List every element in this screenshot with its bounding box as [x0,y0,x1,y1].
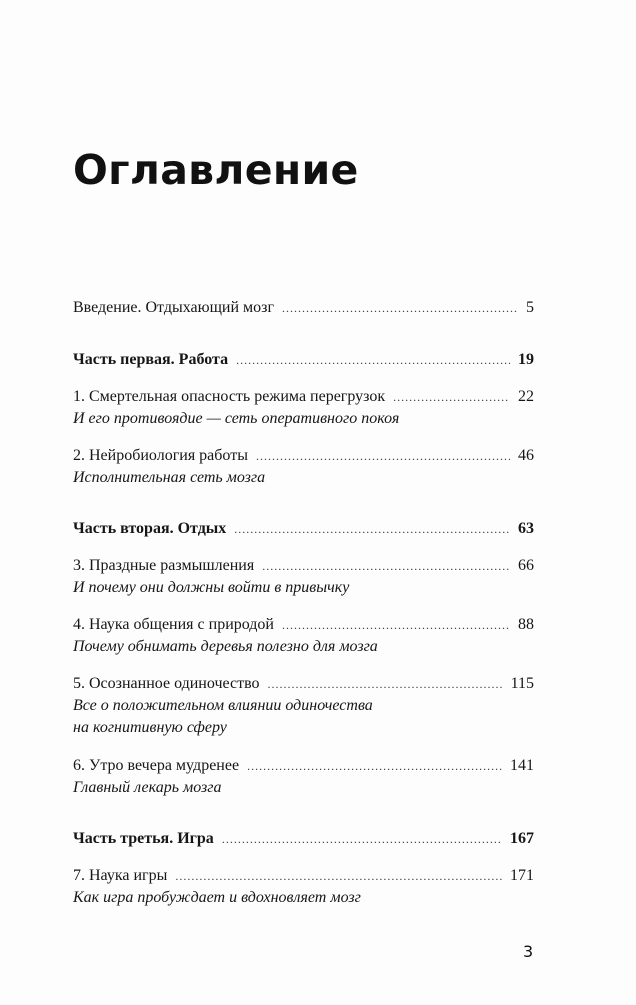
dot-leader [262,555,510,577]
dot-leader [282,614,510,636]
toc-subtitle: Как игра пробуждает и вдохновляет мозг [73,889,361,906]
toc-part-one[interactable] [73,349,534,371]
toc-subtitle-continued: на когнитивную сферу [73,719,227,736]
toc-entry-label: 3. Праздные размышления [73,557,255,574]
toc-part-label: Часть третья. Игра [73,830,214,847]
toc-subtitle: Главный лекарь мозга [73,779,222,796]
dot-leader [236,349,510,371]
dot-leader [247,755,502,777]
toc-entry-label: 2. Нейробиология работы [73,447,248,464]
toc-page-number: 141 [510,757,534,774]
toc-subtitle: Исполнительная сеть мозга [73,469,266,486]
dot-leader [393,386,510,408]
toc-chapter-7[interactable] [73,865,534,909]
toc-page-number: 46 [518,447,534,464]
dot-leader [268,673,503,695]
toc-entry-label: 1. Смертельная опасность режима перегрузок [73,388,386,405]
toc-page-number: 66 [518,557,534,574]
toc-page-number: 171 [510,867,534,884]
toc-part-label: Часть вторая. Отдых [73,520,227,537]
toc-part-label: Часть первая. Работа [73,351,229,368]
toc-entry-label: 5. Осознанное одиночество [73,675,260,692]
page-title: Оглавление [73,146,359,194]
dot-leader [282,297,518,319]
toc-chapter-5[interactable] [73,673,534,739]
toc-entry-intro[interactable] [73,297,534,319]
toc-part-three[interactable] [73,828,534,850]
toc-subtitle: Все о положительном влиянии одиночества [73,697,373,714]
dot-leader [222,828,502,850]
toc-page-number: 19 [518,351,534,368]
toc-subtitle: И его противоядие — сеть оперативного покоя [73,410,400,427]
toc-chapter-1[interactable] [73,386,534,430]
toc-chapter-6[interactable] [73,755,534,799]
toc-page-number: 63 [518,520,534,537]
toc-chapter-4[interactable] [73,614,534,658]
toc-subtitle: Почему обнимать деревья полезно для мозга [73,638,378,655]
dot-leader [256,445,510,467]
toc-page-number: 167 [510,830,534,847]
toc-chapter-3[interactable] [73,555,534,599]
toc-subtitle: И почему они должны войти в привычку [73,579,350,596]
toc-page-number: 5 [526,299,534,316]
toc-chapter-2[interactable] [73,445,534,489]
dot-leader [175,865,502,887]
toc-entry-label: Введение. Отдыхающий мозг [73,299,275,316]
dot-leader [234,518,510,540]
toc-entry-label: 6. Утро вечера мудренее [73,757,240,774]
toc-page-number: 115 [510,675,534,692]
toc-entry-label: 7. Наука игры [73,867,168,884]
toc-part-two[interactable] [73,518,534,540]
page-folio: 3 [523,942,534,961]
toc-entry-label: 4. Наука общения с природой [73,616,274,633]
toc-page-number: 88 [518,616,534,633]
toc-page-number: 22 [518,388,534,405]
